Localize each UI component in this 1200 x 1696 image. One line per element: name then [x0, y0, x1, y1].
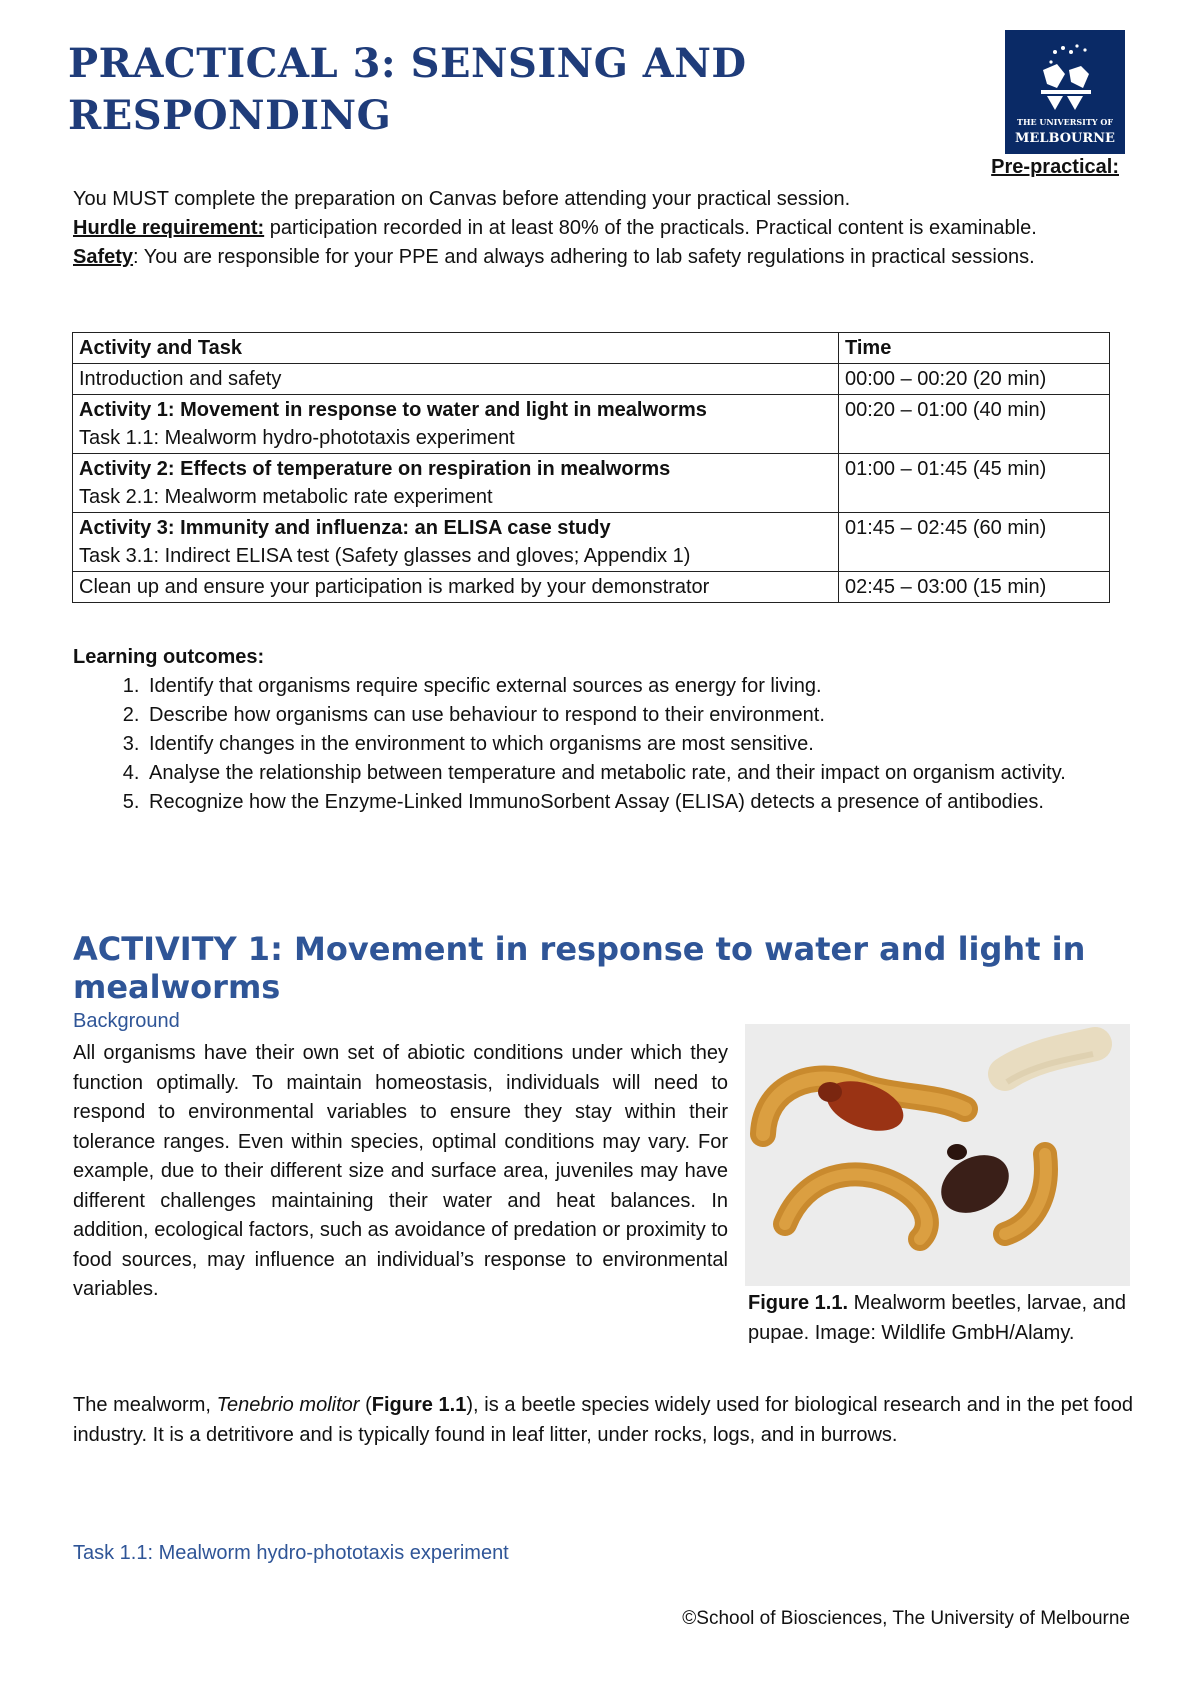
activity-title: Activity 1: Movement in response to water and light in mealworms	[79, 399, 707, 421]
table-cell-time: 01:45 – 02:45 (60 min)	[839, 513, 1110, 572]
safety-paragraph	[73, 243, 1133, 272]
task-text: Introduction and safety	[79, 368, 282, 390]
hurdle-text: participation recorded in at least 80% of the practicals. Practical content is examinable.	[264, 217, 1037, 239]
table-cell-time: 01:00 – 01:45 (45 min)	[839, 454, 1110, 513]
footer-copyright: ©School of Biosciences, The University of Melbourne	[682, 1608, 1130, 1629]
list-item: 3. Identify changes in the environment to which organisms are most sensitive.	[145, 730, 1133, 759]
task-text: Task 2.1: Mealworm metabolic rate experiment	[79, 486, 493, 508]
para-pre: The mealworm,	[73, 1394, 217, 1416]
table-row	[73, 395, 1110, 454]
task-text: Task 3.1: Indirect ELISA test (Safety glasses and gloves; Appendix 1)	[79, 545, 691, 567]
figure-caption	[748, 1288, 1168, 1348]
logo-line1: THE UNIVERSITY OF	[1017, 117, 1113, 127]
table-header-row	[73, 333, 1110, 364]
table-cell-task	[73, 364, 839, 395]
safety-label: Safety	[73, 246, 134, 268]
table-row	[73, 454, 1110, 513]
intro-section	[73, 185, 1133, 272]
crest-icon	[1005, 30, 1125, 154]
table-cell-task	[73, 513, 839, 572]
activity-title: Activity 2: Effects of temperature on respiration in mealworms	[79, 458, 671, 480]
para-post: ), is a beetle species widely used for biological research and in the pet food industry. It is a detritivore and is typically found in leaf litter, under rocks, logs, and in burrows.	[73, 1394, 1133, 1446]
activity1-heading: ACTIVITY 1: Movement in response to water and light in mealworms	[73, 930, 1086, 1006]
activity-title: Activity 3: Immunity and influenza: an ELISA case study	[79, 517, 611, 539]
figure-caption-text: Mealworm beetles, larvae, and pupae. Image: Wildlife GmbH/Alamy.	[748, 1292, 1126, 1344]
list-item: 5. Recognize how the Enzyme-Linked ImmunoSorbent Assay (ELISA) detects a presence of antibodies.	[145, 788, 1133, 817]
table-cell-time: 00:20 – 01:00 (40 min)	[839, 395, 1110, 454]
background-heading: Background	[73, 1010, 180, 1032]
learning-outcomes	[73, 643, 1133, 817]
table-cell-time: 02:45 – 03:00 (15 min)	[839, 572, 1110, 603]
task-text: Clean up and ensure your participation is marked by your demonstrator	[79, 576, 710, 598]
mealworm-figure	[745, 1024, 1130, 1286]
mealworm-paragraph	[73, 1390, 1133, 1450]
table-cell-time: 00:00 – 00:20 (20 min)	[839, 364, 1110, 395]
species-name: Tenebrio molitor	[216, 1394, 360, 1416]
table-row	[73, 364, 1110, 395]
figure-reference: Figure 1.1	[371, 1394, 467, 1416]
table-cell-task	[73, 454, 839, 513]
outcomes-heading: Learning outcomes:	[73, 646, 265, 668]
table-row	[73, 513, 1110, 572]
hurdle-paragraph	[73, 214, 1133, 243]
safety-text: : You are responsible for your PPE and always adhering to lab safety regulations in practical sessions.	[133, 246, 1035, 268]
mealworm-image	[745, 1024, 1130, 1286]
list-item: 2. Describe how organisms can use behaviour to respond to their environment.	[145, 701, 1133, 730]
university-logo	[1005, 30, 1125, 154]
task-heading: Task 1.1: Mealworm hydro-phototaxis experiment	[73, 1542, 509, 1564]
task-text: Task 1.1: Mealworm hydro-phototaxis experiment	[79, 427, 515, 449]
table-header-activity: Activity and Task	[73, 333, 839, 364]
schedule-table	[72, 332, 1110, 603]
list-item: 4. Analyse the relationship between temperature and metabolic rate, and their impact on organism activity.	[145, 759, 1133, 788]
table-cell-task	[73, 572, 839, 603]
intro-line: You MUST complete the preparation on Canvas before attending your practical session.	[73, 188, 851, 210]
figure-label: Figure 1.1.	[748, 1292, 849, 1314]
table-header-time: Time	[839, 333, 1110, 364]
outcomes-list	[73, 672, 1133, 817]
hurdle-label: Hurdle requirement:	[73, 217, 265, 239]
para-ref-pre: (	[359, 1394, 372, 1416]
logo-line2: MELBOURNE	[1015, 131, 1115, 146]
table-cell-task	[73, 395, 839, 454]
list-item: 1. Identify that organisms require specific external sources as energy for living.	[145, 672, 1133, 701]
background-text: All organisms have their own set of abiotic conditions under which they function optimally. To maintain homeostasis, individuals will need to respond to environmental variables to ensure they stay within their tolerance ranges. Even within species, optimal conditions may vary. For example, due to their different size and surface area, juveniles may have different challenges maintaining their water and heat balances. In addition, ecological factors, such as avoidance of predation or proximity to food sources, may influence an individual’s response to environmental variables.	[73, 1042, 728, 1300]
table-row	[73, 572, 1110, 603]
pre-practical-label: Pre-practical:	[991, 156, 1119, 178]
page-title: PRACTICAL 3: SENSING AND RESPONDING	[68, 40, 747, 139]
